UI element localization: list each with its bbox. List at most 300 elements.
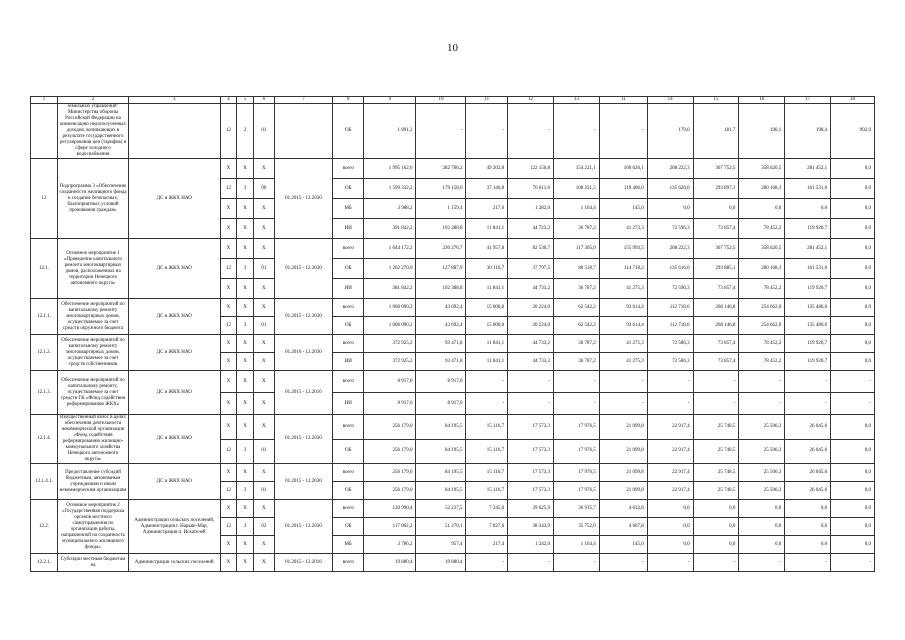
amount-cell: 179,0 [647, 104, 693, 159]
budget-table-container [30, 96, 875, 572]
amount-cell: - [599, 104, 647, 159]
funding-source-cell: ОБ [333, 439, 364, 464]
amount-cell: - [508, 104, 554, 159]
amount-cell: 44 733,2 [508, 335, 554, 353]
code-cell: 00 [253, 179, 274, 199]
executor-cell: ДС и ЖКХ НАО [128, 371, 220, 415]
amount-cell: 1 006 090,2 [364, 299, 416, 317]
amount-cell: 0,0 [831, 239, 875, 259]
amount-cell: 268 146,8 [693, 317, 739, 335]
amount-cell: 358 620,5 [739, 159, 785, 179]
amount-cell: 0,0 [831, 439, 875, 464]
amount-cell: 112 718,6 [647, 299, 693, 317]
code-cell: X [253, 299, 274, 317]
amount-cell: 3 988,2 [364, 199, 416, 219]
amount-cell: 8 917,0 [364, 371, 416, 393]
table-row [31, 299, 875, 317]
amount-cell: 161 531,6 [785, 179, 831, 199]
funding-source-cell: всего [333, 464, 364, 482]
funding-source-cell: всего [333, 239, 364, 259]
amount-cell: 135 486,0 [785, 317, 831, 335]
program-name-cell: Обеспечение мероприятий по капитальному ремонту, осуществляемое за счет средств ГК «Фонд содействия реформированию ЖКХ» [58, 371, 129, 415]
amount-cell: 44 733,2 [508, 353, 554, 371]
column-number-row [31, 97, 875, 104]
amount-cell: - [693, 371, 739, 393]
period-cell: 01.2016 - 12.2030 [274, 335, 332, 371]
amount-cell: - [831, 371, 875, 393]
code-cell: X [253, 353, 274, 371]
code-cell: X [237, 464, 254, 482]
code-cell: 12 [220, 482, 237, 500]
row-id-cell: 12.1.4.1. [31, 464, 58, 500]
amount-cell: - [693, 554, 739, 572]
amount-cell: 120 990,4 [364, 500, 416, 518]
program-name-cell: Основное мероприятие 1 «Проведение капитального ремонта многоквартирных домов, расположенных на территории Ненецкого автономного округа» [58, 239, 129, 299]
amount-cell: - [466, 554, 508, 572]
amount-cell: 0,0 [831, 199, 875, 219]
amount-cell: 11 841,1 [466, 219, 508, 239]
amount-cell: 73 857,4 [693, 335, 739, 353]
amount-cell: 22 917,4 [647, 464, 693, 482]
amount-cell: 217,4 [466, 536, 508, 554]
amount-cell: 78 452,2 [739, 335, 785, 353]
code-cell: X [237, 536, 254, 554]
table-row [31, 335, 875, 353]
amount-cell: 179 158,0 [416, 179, 466, 199]
period-cell: 01.2015 - 12.2016 [274, 371, 332, 415]
amount-cell: 281 452,1 [785, 239, 831, 259]
amount-cell: 1 995 162,6 [364, 159, 416, 179]
amount-cell: 280 168,3 [739, 179, 785, 199]
executor-cell: ДС и ЖКХ НАО [128, 159, 220, 239]
amount-cell: 1 159,4 [416, 199, 466, 219]
amount-cell: 7 245,0 [466, 500, 508, 518]
amount-cell: 84 195,5 [416, 464, 466, 482]
code-cell: X [253, 279, 274, 299]
amount-cell: - [785, 393, 831, 415]
code-cell: X [237, 279, 254, 299]
column-number-cell: 13 [553, 97, 599, 104]
column-number-cell: 3 [128, 97, 220, 104]
amount-cell: 1 242,0 [508, 536, 554, 554]
column-number-cell: 16 [739, 97, 785, 104]
amount-cell: 51 270,1 [416, 518, 466, 536]
amount-cell: 145,0 [599, 199, 647, 219]
code-cell: 2 [237, 104, 254, 159]
amount-cell: 391 842,2 [364, 219, 416, 239]
code-cell: 12 [220, 104, 237, 159]
amount-cell: 8 917,0 [364, 393, 416, 415]
funding-source-cell: всего [333, 371, 364, 393]
program-name-cell: Субсидии местным бюджетам на [58, 554, 129, 572]
column-number-cell: 4 [220, 97, 237, 104]
amount-cell: 37 146,8 [466, 179, 508, 199]
code-cell: X [220, 415, 237, 440]
column-number-cell: 17 [785, 97, 831, 104]
amount-cell: 280 168,3 [739, 259, 785, 279]
code-cell: X [237, 335, 254, 353]
amount-cell: - [647, 371, 693, 393]
amount-cell: 4 667,8 [599, 518, 647, 536]
code-cell: X [220, 464, 237, 482]
amount-cell: 135 626,0 [647, 179, 693, 199]
amount-cell: - [553, 104, 599, 159]
amount-cell: 21 099,8 [599, 439, 647, 464]
row-id-cell: 12.1.2. [31, 335, 58, 371]
amount-cell: - [693, 393, 739, 415]
amount-cell: 8 917,0 [416, 371, 466, 393]
amount-cell: 367 752,5 [693, 239, 739, 259]
amount-cell: 26 045,6 [785, 415, 831, 440]
amount-cell: 135 616,0 [647, 259, 693, 279]
amount-cell: 72 596,3 [647, 219, 693, 239]
amount-cell: - [739, 371, 785, 393]
amount-cell: 0,0 [831, 518, 875, 536]
code-cell: X [220, 335, 237, 353]
program-name-cell: земельных управлений" Министерства обороны Российской Федерации на компенсацию недополученных доходов, возникающих в результате государственного регулирования цен (тарифов) в сфере холодного водоснабжения [58, 104, 129, 159]
column-number-cell: 6 [253, 97, 274, 104]
amount-cell: 119 920,7 [785, 219, 831, 239]
code-cell: 01 [253, 104, 274, 159]
table-row [31, 464, 875, 482]
amount-cell: 154 221,1 [553, 159, 599, 179]
amount-cell: 1 282,0 [508, 199, 554, 219]
amount-cell: 8 917,0 [416, 393, 466, 415]
amount-cell: 76 611,6 [508, 179, 554, 199]
amount-cell: 44 723,2 [508, 219, 554, 239]
amount-cell: 0,0 [831, 536, 875, 554]
amount-cell: 93 614,4 [599, 299, 647, 317]
executor-cell: Администрации сельских поселений, Администрация г. Нарьян-Мар, Администрация п. Искателей [128, 500, 220, 554]
column-number-cell: 10 [416, 97, 466, 104]
amount-cell: 72 586,3 [647, 353, 693, 371]
amount-cell: - [553, 554, 599, 572]
code-cell: X [220, 219, 237, 239]
amount-cell: 282 706,2 [416, 159, 466, 179]
amount-cell: 0,0 [739, 536, 785, 554]
amount-cell: 21 099,8 [599, 415, 647, 440]
amount-cell: 1 599 332,2 [364, 179, 416, 199]
amount-cell: 72 596,3 [647, 279, 693, 299]
program-name-cell: Основное мероприятие 2 «Государственная поддержка органов местного самоуправления по организации работы, направленной на сохранность муниципального жилищного фонда» [58, 500, 129, 554]
amount-cell: 293 885,1 [693, 259, 739, 279]
funding-source-cell: ОБ [333, 317, 364, 335]
amount-cell: 0,0 [693, 518, 739, 536]
row-id-cell: 12.2.1. [31, 554, 58, 572]
executor-cell: Администрации сельских поселений [128, 554, 220, 572]
amount-cell: 0,0 [831, 219, 875, 239]
executor-cell: ДС и ЖКХ НАО [128, 335, 220, 371]
amount-cell: 155 993,5 [599, 239, 647, 259]
amount-cell: 73 857,4 [693, 219, 739, 239]
program-name-cell: Имущественный взнос в целях обеспечения деятельности некоммерческой организации «Фонд содействия реформированию жилищно-коммунального хозяйства Ненецкого автономного округа» [58, 415, 129, 464]
table-row [31, 159, 875, 179]
code-cell: X [253, 371, 274, 393]
amount-cell: 41 275,3 [599, 279, 647, 299]
amount-cell: 1 164,4 [553, 536, 599, 554]
amount-cell: 73 857,4 [693, 353, 739, 371]
amount-cell: 30 116,7 [466, 259, 508, 279]
code-cell: X [220, 353, 237, 371]
amount-cell: 0,0 [739, 199, 785, 219]
executor-cell: ДС и ЖКХ НАО [128, 239, 220, 299]
amount-cell: - [416, 104, 466, 159]
funding-source-cell: всего [333, 500, 364, 518]
amount-cell: 36 915,7 [553, 500, 599, 518]
code-cell: X [220, 500, 237, 518]
amount-cell: 0,0 [785, 500, 831, 518]
amount-cell: 39 625,9 [508, 500, 554, 518]
code-cell: X [253, 464, 274, 482]
table-row [31, 104, 875, 159]
amount-cell: - [647, 554, 693, 572]
funding-source-cell: ИИ [333, 219, 364, 239]
amount-cell: 1 262 270,0 [364, 259, 416, 279]
amount-cell: 38 343,9 [508, 518, 554, 536]
amount-cell: 0,0 [831, 259, 875, 279]
amount-cell: 372 925,2 [364, 353, 416, 371]
amount-cell: 22 917,4 [647, 415, 693, 440]
amount-cell: 112 718,6 [647, 317, 693, 335]
period-cell: 01.2015 - 12.2030 [274, 159, 332, 239]
amount-cell: 0,0 [831, 335, 875, 353]
amount-cell: 1 891,2 [364, 104, 416, 159]
amount-cell: 208 222,3 [647, 159, 693, 179]
amount-cell: 119 406,0 [599, 179, 647, 199]
amount-cell: 43 692,4 [416, 299, 466, 317]
amount-cell: 0,0 [831, 415, 875, 440]
amount-cell: 26 045,6 [785, 464, 831, 482]
amount-cell: - [739, 393, 785, 415]
amount-cell: - [599, 554, 647, 572]
amount-cell: 119 920,7 [785, 279, 831, 299]
table-row [31, 239, 875, 259]
amount-cell: 0,0 [785, 199, 831, 219]
amount-cell: 0,0 [785, 518, 831, 536]
amount-cell: 25 748,5 [693, 415, 739, 440]
funding-source-cell: ОБ [333, 179, 364, 199]
amount-cell: 80 518,7 [553, 259, 599, 279]
amount-cell: 230 276,7 [416, 239, 466, 259]
amount-cell: 0,0 [693, 500, 739, 518]
amount-cell: 122 156,8 [508, 159, 554, 179]
code-cell: 3 [237, 179, 254, 199]
amount-cell: 25 748,5 [693, 439, 739, 464]
amount-cell: 0,0 [693, 199, 739, 219]
amount-cell: 256 179,0 [364, 439, 416, 464]
funding-source-cell: всего [333, 299, 364, 317]
table-row [31, 415, 875, 440]
amount-cell: - [508, 371, 554, 393]
column-number-cell: 11 [599, 97, 647, 104]
row-id-cell: 12.1. [31, 239, 58, 299]
amount-cell: 73 857,4 [693, 279, 739, 299]
program-name-cell: Подпрограмма 3 «Обеспечение сохранности жилищного фонда и создание безопасных, благоприятных условий проживания граждан» [58, 159, 129, 239]
code-cell: 12 [220, 317, 237, 335]
amount-cell: 135 486,0 [785, 299, 831, 317]
code-cell: X [237, 554, 254, 572]
amount-cell: 108 251,5 [553, 179, 599, 199]
amount-cell: 17 573,3 [508, 439, 554, 464]
code-cell: 3 [237, 317, 254, 335]
amount-cell: 372 925,2 [364, 335, 416, 353]
amount-cell: 198,4 [785, 104, 831, 159]
amount-cell: 3 786,2 [364, 536, 416, 554]
funding-source-cell: ОБ [333, 104, 364, 159]
column-number-cell: 12 [508, 97, 554, 104]
code-cell: X [220, 299, 237, 317]
amount-cell: - [553, 371, 599, 393]
amount-cell: 36 787,2 [553, 335, 599, 353]
amount-cell: 36 787,2 [553, 219, 599, 239]
program-name-cell: Обеспечение мероприятий по капитальному ремонту многоквартирных домов, осуществляемое за счет средств окружного бюджета [58, 299, 129, 335]
code-cell: X [220, 159, 237, 179]
program-name-cell: Обеспечение мероприятий по капитальному ремонту многоквартирных домов, осуществляемое за счет средств собственников [58, 335, 129, 371]
amount-cell: 72 586,3 [647, 335, 693, 353]
funding-source-cell: всего [333, 335, 364, 353]
amount-cell: 358 620,5 [739, 239, 785, 259]
amount-cell: - [785, 554, 831, 572]
amount-cell: - [508, 393, 554, 415]
funding-source-cell: ИИ [333, 353, 364, 371]
amount-cell: 117 062,2 [364, 518, 416, 536]
period-cell: 01.2015 - 12.2030 [274, 415, 332, 464]
period-cell: 01.2015 - 12.2030 [274, 464, 332, 500]
code-cell: 02 [253, 518, 274, 536]
code-cell: 3 [237, 518, 254, 536]
row-id-cell: 12.1.4. [31, 415, 58, 464]
amount-cell: 0,0 [647, 518, 693, 536]
code-cell: 01 [253, 259, 274, 279]
amount-cell: 161 531,6 [785, 259, 831, 279]
executor-cell: ДС и ЖКХ НАО [128, 415, 220, 464]
row-id-cell: 12.1.3. [31, 371, 58, 415]
column-number-cell: 18 [831, 97, 875, 104]
amount-cell: 381 842,2 [364, 279, 416, 299]
amount-cell: 17 976,5 [553, 482, 599, 500]
amount-cell: 78 452,2 [739, 279, 785, 299]
code-cell: X [253, 335, 274, 353]
code-cell: 01 [253, 482, 274, 500]
amount-cell: 208 222,3 [647, 239, 693, 259]
amount-cell: 114 718,2 [599, 259, 647, 279]
code-cell: X [220, 536, 237, 554]
code-cell: X [237, 239, 254, 259]
code-cell: X [237, 371, 254, 393]
amount-cell: 0,0 [647, 199, 693, 219]
executor-cell [128, 104, 220, 159]
amount-cell: 15 116,7 [466, 415, 508, 440]
amount-cell: 78 452,2 [739, 219, 785, 239]
amount-cell: - [785, 371, 831, 393]
code-cell: X [237, 219, 254, 239]
code-cell: X [237, 353, 254, 371]
amount-cell: 160 626,1 [599, 159, 647, 179]
amount-cell: 43 692,4 [416, 317, 466, 335]
code-cell: X [237, 415, 254, 440]
amount-cell: 102 388,8 [416, 219, 466, 239]
amount-cell: 254 662,0 [739, 317, 785, 335]
code-cell: X [237, 159, 254, 179]
amount-cell: 78 452,2 [739, 353, 785, 371]
amount-cell: 367 752,5 [693, 159, 739, 179]
code-cell: 3 [237, 259, 254, 279]
amount-cell: 19 880,4 [416, 554, 466, 572]
amount-cell: 25 506,3 [739, 464, 785, 482]
code-cell: X [253, 415, 274, 440]
amount-cell: 25 506,3 [739, 415, 785, 440]
amount-cell: 4 632,8 [599, 500, 647, 518]
code-cell: X [220, 371, 237, 393]
funding-source-cell: ОБ [333, 518, 364, 536]
amount-cell: 0,0 [831, 317, 875, 335]
amount-cell: 93 471,8 [416, 335, 466, 353]
amount-cell: 117 305,9 [553, 239, 599, 259]
amount-cell: - [553, 393, 599, 415]
executor-cell: ДС и ЖКХ НАО [128, 464, 220, 500]
amount-cell: 102 388,8 [416, 279, 466, 299]
column-number-cell: 1 [31, 97, 58, 104]
table-row [31, 554, 875, 572]
amount-cell: 127 887,9 [416, 259, 466, 279]
amount-cell: 281 452,1 [785, 159, 831, 179]
amount-cell: 21 099,8 [599, 464, 647, 482]
amount-cell: 11 841,1 [466, 279, 508, 299]
amount-cell: 41 273,3 [599, 219, 647, 239]
amount-cell: 62 542,2 [553, 299, 599, 317]
budget-table [30, 96, 875, 572]
amount-cell: 20 224,0 [508, 317, 554, 335]
amount-cell: 0,0 [831, 279, 875, 299]
row-id-cell [31, 104, 58, 159]
amount-cell: 15 116,7 [466, 439, 508, 464]
page-number: 10 [447, 42, 458, 54]
amount-cell: - [647, 393, 693, 415]
amount-cell: 25 506,3 [739, 439, 785, 464]
amount-cell: 84 195,5 [416, 482, 466, 500]
amount-cell: 0,0 [739, 500, 785, 518]
code-cell: X [253, 159, 274, 179]
amount-cell: 20 224,0 [508, 299, 554, 317]
amount-cell: 22 917,4 [647, 439, 693, 464]
amount-cell: 0,0 [647, 500, 693, 518]
funding-source-cell: ИИ [333, 393, 364, 415]
amount-cell: - [831, 393, 875, 415]
amount-cell: 11 841,1 [466, 335, 508, 353]
amount-cell: 0,0 [831, 464, 875, 482]
code-cell: X [220, 554, 237, 572]
amount-cell: 36 787,2 [553, 279, 599, 299]
amount-cell: 7 027,6 [466, 518, 508, 536]
code-cell: 12 [220, 518, 237, 536]
amount-cell: 0,0 [831, 500, 875, 518]
period-cell: 01.2015 - 12.2016 [274, 554, 332, 572]
row-id-cell: 12.1.1. [31, 299, 58, 335]
amount-cell: 37 797,5 [508, 259, 554, 279]
amount-cell: 0,0 [693, 536, 739, 554]
column-number-cell: 11 [466, 97, 508, 104]
amount-cell: 190,1 [739, 104, 785, 159]
amount-cell: 254 662,0 [739, 299, 785, 317]
funding-source-cell: всего [333, 554, 364, 572]
amount-cell: 119 920,7 [785, 335, 831, 353]
amount-cell: 0,0 [831, 482, 875, 500]
code-cell: 01 [253, 439, 274, 464]
amount-cell: 145,0 [599, 536, 647, 554]
amount-cell: - [466, 371, 508, 393]
code-cell: X [253, 554, 274, 572]
code-cell: 12 [220, 179, 237, 199]
